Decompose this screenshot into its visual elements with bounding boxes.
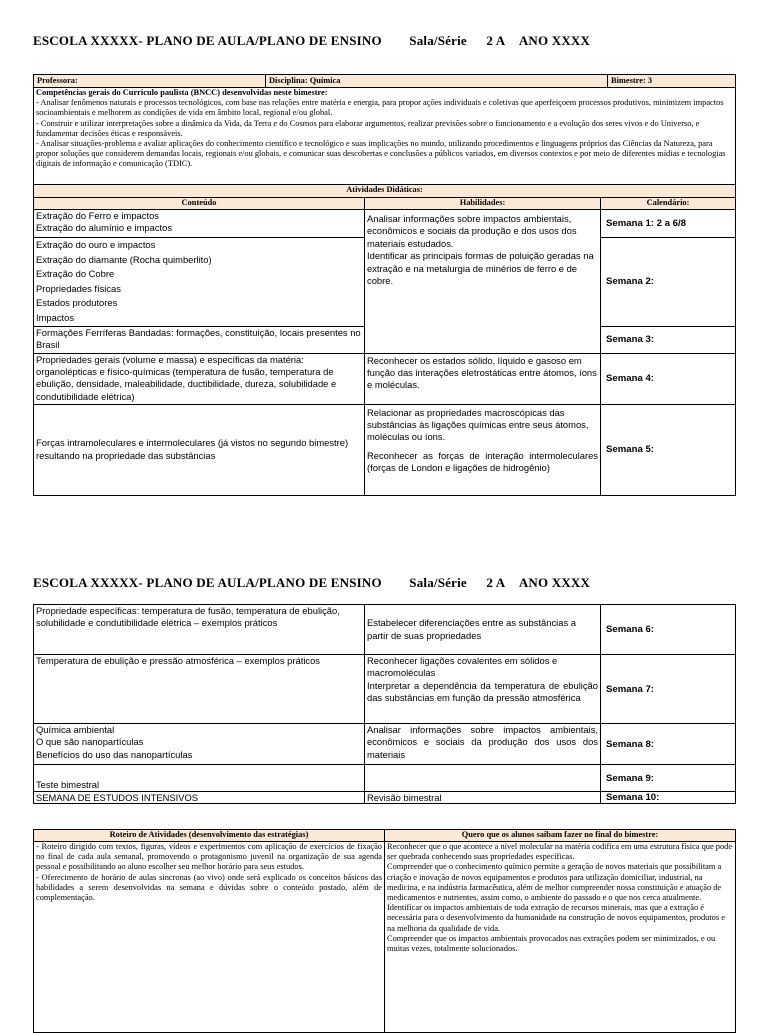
week-label: Semana 8: [601, 724, 736, 765]
week-label: Semana 4: [601, 353, 736, 404]
week-label: Semana 7: [601, 655, 736, 724]
content-line: Benefícios do uso das nanopartículas [36, 748, 193, 760]
content-line: Extração do Cobre [36, 268, 115, 280]
content-text: SEMANA DE ESTUDOS INTENSIVOS [34, 792, 365, 804]
atividades-title: Atividades Didáticas: [34, 185, 736, 198]
habilidade-text: Relacionar as propriedades macroscópicas das substâncias às ligações químicas entre seus átomos, moléculas ou íons. [367, 406, 589, 443]
competencia-item: - Analisar fenômenos naturais e processos tecnológicos, com base nas relações entre matéria e energia, para propor ações individuais e coletivas que aperfeiçoem processos produtivos, minimizem impactos socioambientais e melhorem as condições de vida em âmbito local, regional e/ou global. [36, 98, 724, 118]
class-label: Sala/Série [409, 33, 467, 48]
week-row-6 [34, 605, 736, 655]
week-label: Semana 6: [601, 605, 736, 655]
week-label: Semana 5: [601, 404, 736, 495]
plan-table-2 [33, 604, 736, 804]
content-text: Forças intramoleculares e intermoleculares (já vistos no segundo bimestre) resultando na propriedade das substâncias [34, 404, 365, 495]
habilidade-text: Reconhecer as forças de interação intermoleculares (forças de London e ligações de hidrogênio) [367, 449, 598, 474]
info-row [34, 75, 736, 88]
roteiro-title: Roteiro de Atividades (desenvolvimento das estratégias) [34, 830, 385, 842]
class-label: Sala/Série [409, 575, 467, 590]
objective-item: Compreender que o conhecimento químico permite a geração de novos materiais que possibilitam a criação e inovação de novos equipamentos e produtos para utilização domiciliar, industrial, na medicina, e na indústria farmacêutica, além de melhor compreender nossa constituição e atuação de medicamentos e nutrientes, assim como, o ambiente do passado e o que nos cerca atualmente. [387, 862, 722, 903]
school-title: ESCOLA XXXXX- PLANO DE AULA/PLANO DE ENSINO [33, 575, 382, 590]
content-line: Extração do ouro e impactos [36, 239, 156, 250]
habilidade-text: Reconhecer os estados sólido, líquido e gasoso em função das interações eletrostáticas entre átomos, íons e moléculas. [365, 353, 601, 404]
content-line: Extração do Ferro e impactos [36, 210, 159, 221]
content-text: Propriedades gerais (volume e massa) e específicas da matéria: organolépticas e físico-químicas (temperatura de fusão, temperatura de ebulição, densidade, maleabilidade, ductibilidade, dureza, solubilidade e condutibilidade elétrica) [34, 353, 365, 404]
class-value: 2 A [486, 33, 506, 48]
content-text: Temperatura de ebulição e pressão atmosférica – exemplos práticos [34, 655, 365, 724]
week-row-7 [34, 655, 736, 724]
strategies-table [33, 829, 736, 1033]
week-label: Semana 2: [601, 238, 736, 327]
bimester-label: Bimestre: 3 [611, 76, 653, 85]
habilidade-text: Interpretar a dependência da temperatura de ebulição das substâncias em função da pressão atmosférica [367, 679, 598, 704]
roteiro-item: - Roteiro dirigido com textos, figuras, vídeos e experimentos com aplicação de exercícios de fixação no final de cada aula semanal, promovendo o protagonismo juvenil na organização de sua agenda pessoal e possibilitando ao aluno escolher seu melhor horário para seus estudos. [36, 842, 382, 872]
page-header-2 [33, 575, 590, 591]
content-line: Química ambiental [36, 724, 115, 735]
content-text: Formações Ferríferas Bandadas: formações, constituição, locais presentes no Brasil [34, 326, 365, 353]
competencia-item: - Analisar situações-problema e avaliar aplicações do conhecimento científico e tecnológico e suas implicações no mundo, utilizando procedimentos e linguagens próprios das Ciências da Natureza, para propor soluções que considerem demandas locais, regionais e/ou globais, e comunicar suas descobertas e conclusões a públicos variados, em diversos contextos e por meio de diferentes mídias e tecnologias digitais de informação e comunicação (TDIC). [36, 139, 726, 169]
habilidade-text: Revisão bimestral [365, 792, 601, 804]
discipline-label: Disciplina: Química [266, 75, 608, 87]
objective-item: Reconhecer que o que acontece a nível molecular na matéria codifica em uma estrutura física que pode ser quebrada conhecendo suas propriedades específicas. [387, 842, 733, 862]
objective-item: Identificar os impactos ambientais de toda extração de recursos minerais, mas que a extração é necessária para o desenvolvimento da humanidade na construção de novos equipamentos, produtos e na melhoria da qualidade de vida. [387, 903, 725, 933]
week-row-8 [34, 724, 736, 765]
content-text: Propriedade específicas: temperatura de fusão, temperatura de ebulição, solubilidade e condutibilidade elétrica – exemplos práticos [34, 605, 365, 655]
habilidade-text: Identificar as principais formas de poluição geradas na extração e na metalurgia de minérios de ferro e de cobre. [367, 250, 594, 287]
content-line: Extração do diamante (Rocha quimberlito) [36, 253, 212, 265]
competencia-item: - Construir e utilizar interpretações sobre a dinâmica da Vida, da Terra e do Cosmos para elaborar argumentos, realizar previsões sobre o funcionamento e a evolução dos seres vivos e do Universo, e fundamentar decisões éticas e responsáveis. [36, 118, 700, 138]
teacher-label: Professora: [34, 75, 266, 87]
competencias-title: Competências gerais do Currículo paulista (BNCC) desenvolvidas neste bimestre: [36, 88, 328, 97]
roteiro-item: - Oferecimento de horário de aulas síncronas (ao vivo) onde será explicado os conceitos básicos das habilidades a serem desenvolvidas na semana e dúvidas sobre o conteúdo postado, além de complementação. [36, 872, 382, 903]
content-line: Estados produtores [36, 297, 118, 309]
objective-item: Compreender que os impactos ambientais provocados nas extrações podem ser minimizados, e ou muitas vezes, totalmente solucionados. [387, 933, 716, 954]
school-title: ESCOLA XXXXX- PLANO DE AULA/PLANO DE ENSINO [33, 33, 382, 48]
habilidade-text: Analisar informações sobre impactos ambientais, econômicos e sociais da produção dos usos dos materiais [365, 724, 601, 765]
week-label: Semana 10: [601, 792, 736, 804]
week-row-9 [34, 765, 736, 792]
week-label: Semana 3: [601, 326, 736, 353]
col-conteudo: Conteúdo [34, 198, 365, 210]
page-header-1 [33, 33, 590, 49]
habilidade-text: Estabelecer diferenciações entre as substâncias a partir de suas propriedades [365, 605, 601, 655]
week-row-1 [34, 210, 736, 238]
plan-table-1 [33, 74, 736, 496]
objectives-title: Quero que os alunos saibam fazer no final do bimestre: [385, 830, 736, 842]
week-label: Semana 1: 2 a 6/8 [601, 210, 736, 238]
year: ANO XXXX [518, 575, 591, 590]
week-row-5 [34, 404, 736, 495]
week-label: Semana 9: [601, 765, 736, 792]
col-habilidades: Habilidades: [365, 198, 601, 210]
week-row-10 [34, 792, 736, 804]
content-line: Extração do alumínio e impactos [36, 222, 173, 234]
competencias-row [34, 88, 736, 185]
content-line: Propriedades físicas [36, 282, 121, 294]
content-line: Impactos [36, 311, 75, 323]
week-row-4 [34, 353, 736, 404]
year: ANO XXXX [518, 33, 591, 48]
content-line: O que são nanopartículas [36, 736, 144, 748]
habilidade-text: Reconhecer ligações covalentes em sólidos e macromoléculas [367, 655, 558, 679]
class-value: 2 A [486, 575, 506, 590]
content-text: Teste bimestral [34, 765, 365, 792]
col-calendario: Calendário: [601, 198, 736, 210]
habilidade-text: Analisar informações sobre impactos ambientais, econômicos e sociais da produção e dos usos dos materiais estudados. [367, 213, 577, 249]
